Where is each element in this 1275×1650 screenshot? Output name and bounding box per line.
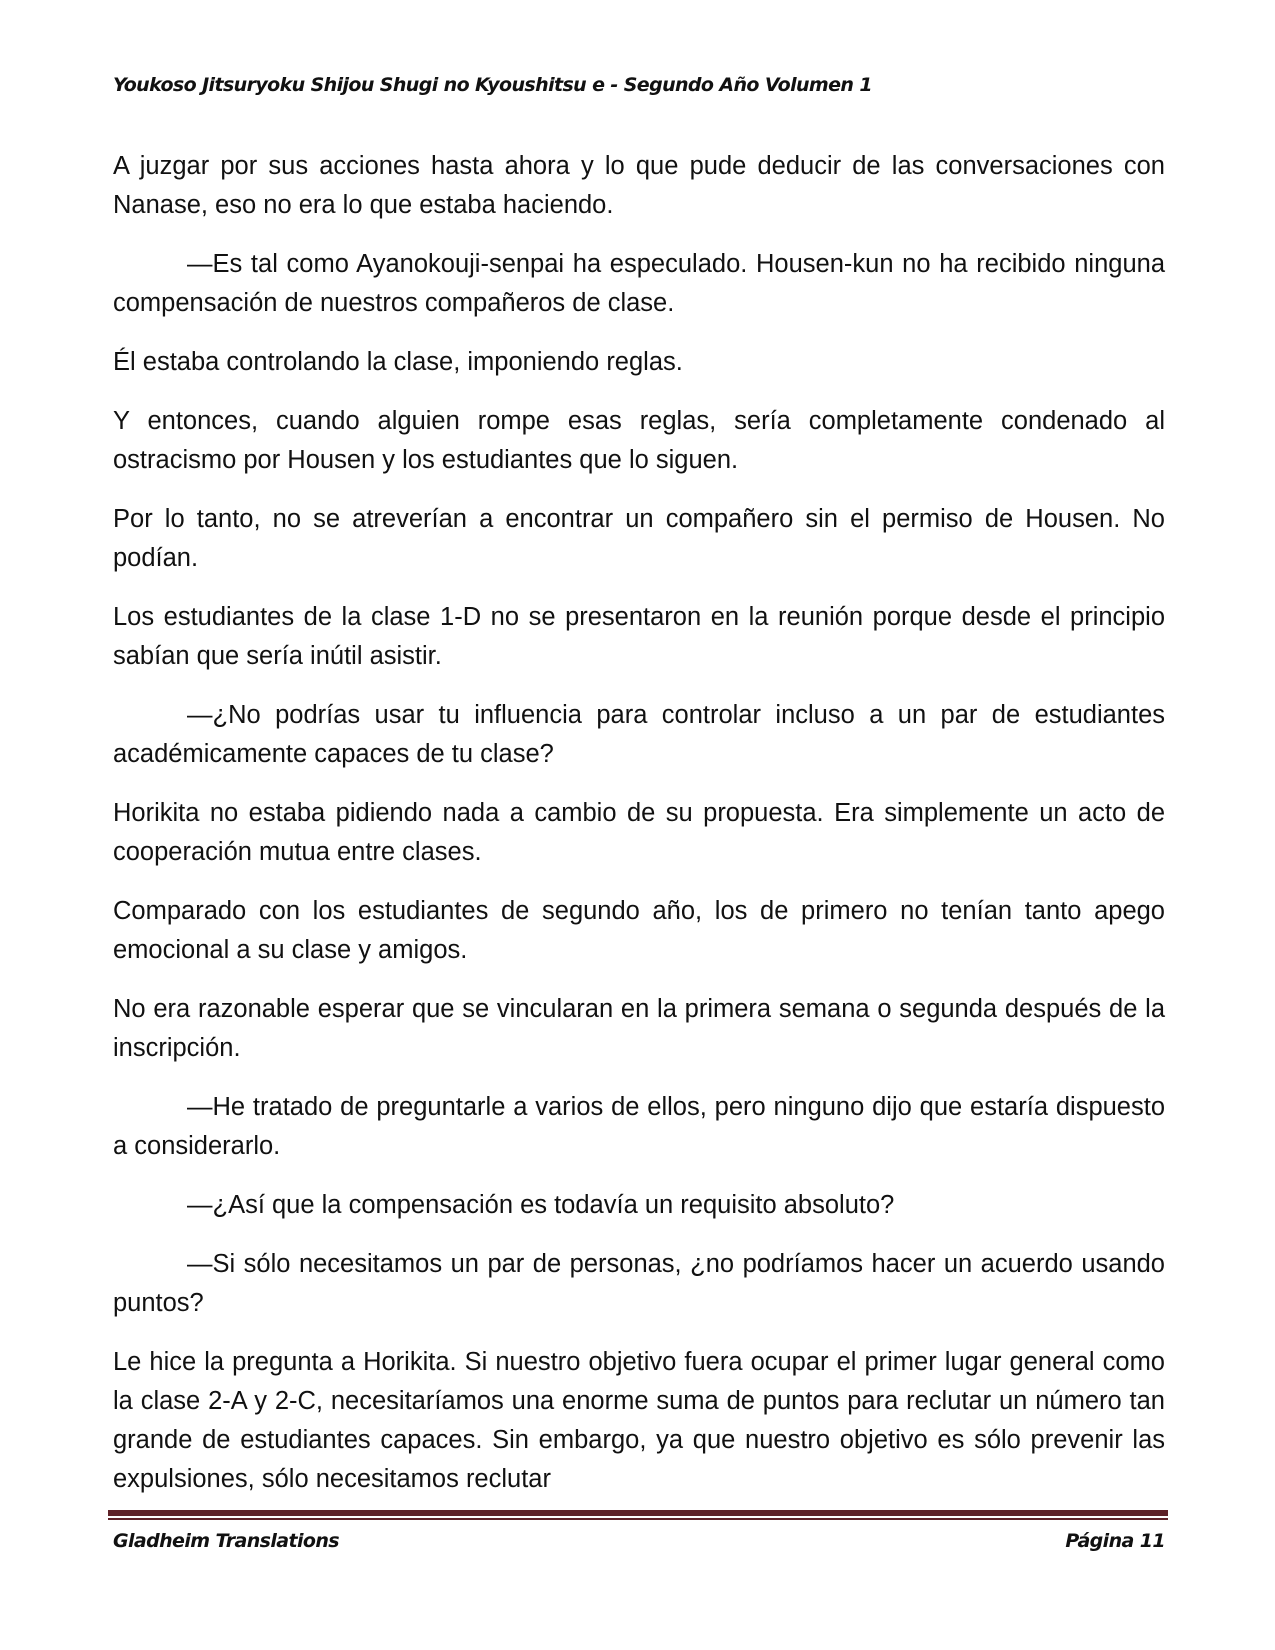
narration-paragraph: Comparado con los estudiantes de segundo año, los de primero no tenían tanto apego emocional a su clase y amigos. xyxy=(113,897,1165,964)
footer-translator: Gladheim Translations xyxy=(113,1530,339,1552)
page-body xyxy=(113,147,1165,1519)
dialog-paragraph: —¿No podrías usar tu influencia para controlar incluso a un par de estudiantes académicamente capaces de tu clase? xyxy=(113,701,1165,768)
narration-paragraph: No era razonable esperar que se vincularan en la primera semana o segunda después de la inscripción. xyxy=(113,995,1165,1062)
narration-paragraph: Él estaba controlando la clase, imponiendo reglas. xyxy=(113,348,683,376)
dialog-paragraph: —Es tal como Ayanokouji-senpai ha especulado. Housen-kun no ha recibido ninguna compensación de nuestros compañeros de clase. xyxy=(113,250,1165,317)
footer-page-number: Página 11 xyxy=(1065,1530,1165,1552)
narration-paragraph: A juzgar por sus acciones hasta ahora y lo que pude deducir de las conversaciones con Nanase, eso no era lo que estaba haciendo. xyxy=(113,152,1165,219)
footer-rule-thin xyxy=(108,1518,1168,1520)
dialog-paragraph: —Si sólo necesitamos un par de personas, ¿no podríamos hacer un acuerdo usando puntos? xyxy=(113,1250,1165,1317)
narration-paragraph: Le hice la pregunta a Horikita. Si nuestro objetivo fuera ocupar el primer lugar general como la clase 2-A y 2-C, necesitaríamos una enorme suma de puntos para reclutar un número tan grande de estudiantes capaces. Sin embargo, ya que nuestro objetivo es sólo prevenir las expulsiones, sólo necesitamos reclutar xyxy=(113,1348,1165,1493)
running-header: Youkoso Jitsuryoku Shijou Shugi no Kyoushitsu e - Segundo Año Volumen 1 xyxy=(113,74,872,96)
dialog-paragraph: —¿Así que la compensación es todavía un requisito absoluto? xyxy=(187,1191,895,1219)
narration-paragraph: Horikita no estaba pidiendo nada a cambio de su propuesta. Era simplemente un acto de cooperación mutua entre clases. xyxy=(113,799,1165,866)
narration-paragraph: Por lo tanto, no se atreverían a encontrar un compañero sin el permiso de Housen. No podían. xyxy=(113,505,1165,572)
narration-paragraph: Y entonces, cuando alguien rompe esas reglas, sería completamente condenado al ostracismo por Housen y los estudiantes que lo siguen. xyxy=(113,407,1165,474)
narration-paragraph: Los estudiantes de la clase 1-D no se presentaron en la reunión porque desde el principio sabían que sería inútil asistir. xyxy=(113,603,1165,670)
footer-rule-thick xyxy=(108,1510,1168,1516)
dialog-paragraph: —He tratado de preguntarle a varios de ellos, pero ninguno dijo que estaría dispuesto a considerarlo. xyxy=(113,1093,1165,1160)
